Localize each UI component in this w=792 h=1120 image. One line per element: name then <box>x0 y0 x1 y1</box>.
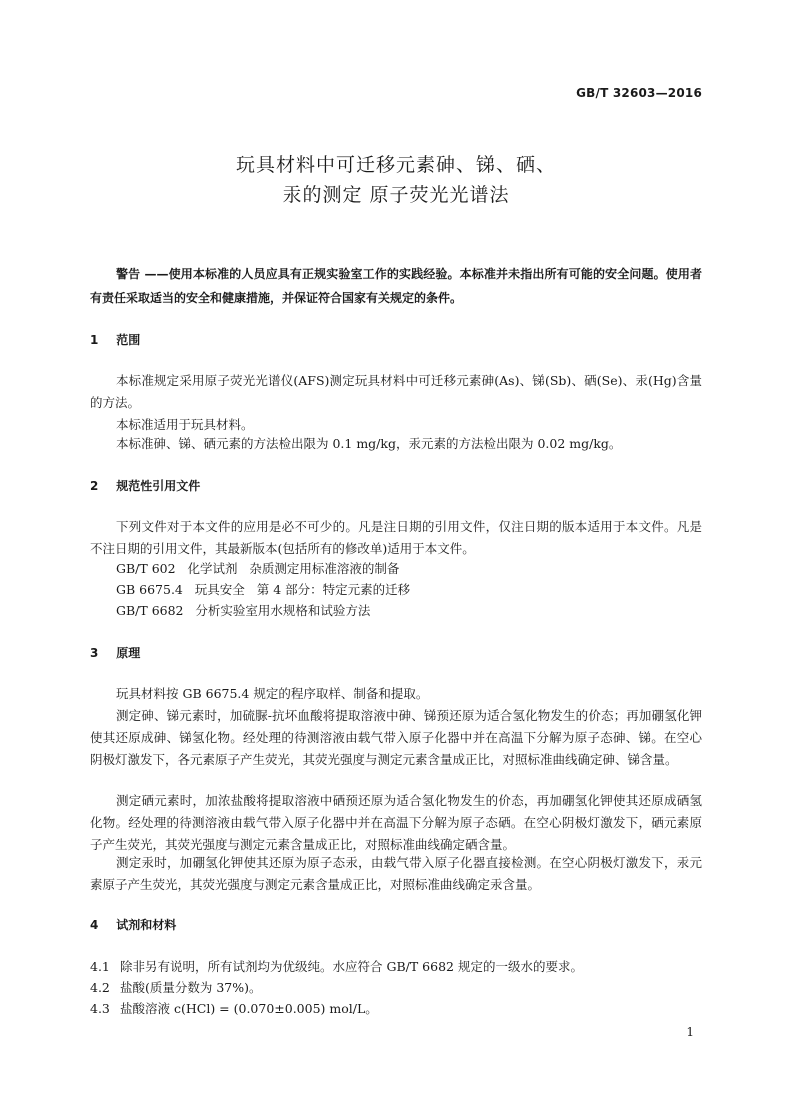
section-title: 原理 <box>116 646 141 660</box>
section-number: 4 <box>90 918 99 932</box>
section-3-paragraph-2: 测定砷、锑元素时，加硫脲-抗坏血酸将提取溶液中砷、锑预还原为适合氢化物发生的价态；再加硼氢化钾使其还原成砷、锑氢化物。经处理的待测溶液由载气带入原子化器中并在高温下分解为原子态砷、锑。在空心阴极灯激发下，各元素原子产生荧光，其荧光强度与测定元素含量成正比，对照标准曲线确定砷、锑含量。 <box>90 708 702 767</box>
section-3-paragraph-3: 测定硒元素时，加浓盐酸将提取溶液中硒预还原为适合氢化物发生的价态，再加硼氢化钾使其还原成硒氢化物。经处理的待测溶液由载气带入原子化器中并在高温下分解为原子态硒。在空心阴极灯激发下，硒元素原子产生荧光，其荧光强度与测定元素含量成正比，对照标准曲线确定硒含量。 <box>90 793 702 852</box>
document-title-line-2: 汞的测定 原子荧光光谱法 <box>282 184 510 206</box>
section-number: 2 <box>90 479 99 493</box>
clause-number: 4.1 <box>90 959 110 974</box>
clause-text: 盐酸(质量分数为 37%)。 <box>120 980 262 995</box>
section-1-heading <box>90 331 140 348</box>
section-title: 试剂和材料 <box>116 918 177 932</box>
warning-notice: 警告 ——使用本标准的人员应具有正规实验室工作的实践经验。本标准并未指出所有可能的安全问题。使用者有责任采取适当的安全和健康措施，并保证符合国家有关规定的条件。 <box>90 267 702 305</box>
section-3-paragraph-4: 测定汞时，加硼氢化钾使其还原为原子态汞，由载气带入原子化器直接检测。在空心阴极灯激发下，汞元素原子产生荧光，其荧光强度与测定元素含量成正比，对照标准曲线确定汞含量。 <box>90 855 702 892</box>
page-number: 1 <box>686 1025 694 1039</box>
section-2-heading <box>90 477 200 494</box>
normative-reference: GB/T 602 化学试剂 杂质测定用标准溶液的制备 <box>116 561 400 576</box>
section-1-paragraph-3: 本标准砷、锑、硒元素的方法检出限为 0.1 mg/kg，汞元素的方法检出限为 0.02 mg/kg。 <box>116 436 622 451</box>
document-title-line-1: 玩具材料中可迁移元素砷、锑、硒、 <box>235 154 556 176</box>
section-title: 规范性引用文件 <box>116 479 201 493</box>
section-1-paragraph-1: 本标准规定采用原子荧光光谱仪(AFS)测定玩具材料中可迁移元素砷(As)、锑(Sb)、硒(Se)、汞(Hg)含量的方法。 <box>90 373 702 410</box>
section-number: 3 <box>90 646 99 660</box>
clause-number: 4.3 <box>90 1001 110 1016</box>
clause-number: 4.2 <box>90 980 110 995</box>
clause-item <box>90 956 583 978</box>
normative-reference: GB/T 6682 分析实验室用水规格和试验方法 <box>116 603 371 618</box>
clause-text: 除非另有说明，所有试剂均为优级纯。水应符合 GB/T 6682 规定的一级水的要求。 <box>120 959 583 974</box>
clause-item <box>90 977 262 999</box>
section-number: 1 <box>90 333 99 347</box>
section-4-heading <box>90 916 176 933</box>
clause-text: 盐酸溶液 c(HCl) = (0.070±0.005) mol/L。 <box>120 1001 378 1016</box>
section-3-heading <box>90 644 140 661</box>
section-1-paragraph-2: 本标准适用于玩具材料。 <box>116 417 254 432</box>
clause-item <box>90 998 378 1020</box>
normative-reference: GB 6675.4 玩具安全 第 4 部分：特定元素的迁移 <box>116 582 411 597</box>
section-title: 范围 <box>116 333 141 347</box>
section-2-paragraph-1: 下列文件对于本文件的应用是必不可少的。凡是注日期的引用文件，仅注日期的版本适用于本文件。凡是不注日期的引用文件，其最新版本(包括所有的修改单)适用于本文件。 <box>90 519 702 556</box>
section-3-paragraph-1: 玩具材料按 GB 6675.4 规定的程序取样、制备和提取。 <box>116 686 429 701</box>
standard-code: GB/T 32603—2016 <box>576 86 702 100</box>
